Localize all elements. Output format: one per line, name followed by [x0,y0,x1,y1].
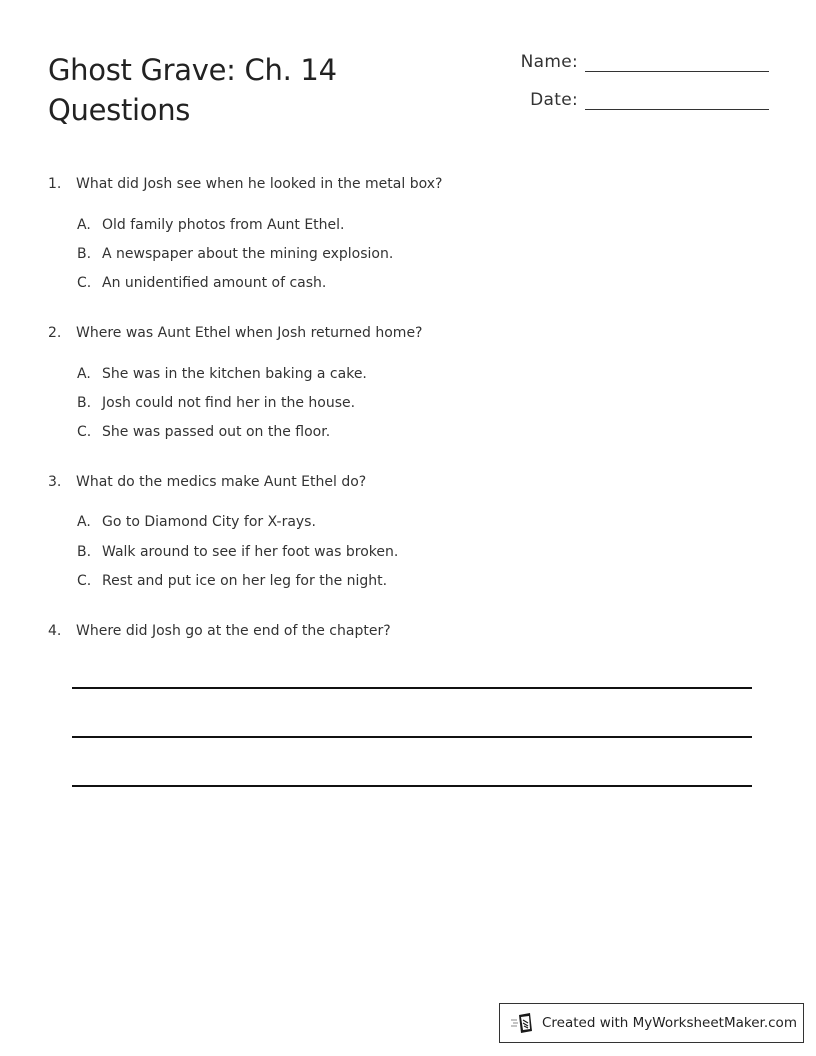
question-3-option-c [77,573,387,589]
option-text: Josh could not find her in the house. [102,395,356,411]
option-letter: C. [77,573,92,589]
option-text: A newspaper about the mining explosion. [102,246,394,262]
question-number: 1. [48,176,62,192]
question-1-option-c [77,275,326,291]
question-3-option-a [77,514,316,530]
question-1 [48,176,442,192]
option-letter: B. [77,544,92,560]
question-1-option-b [77,246,393,262]
question-number: 4. [48,623,62,639]
question-text: What did Josh see when he looked in the metal box? [76,176,443,192]
question-2-option-c [77,424,330,440]
option-text: Go to Diamond City for X-rays. [102,514,316,530]
answer-line-1[interactable] [72,687,752,689]
option-letter: C. [77,275,92,291]
date-input-line[interactable] [585,91,769,110]
question-2-option-a [77,366,367,382]
page-title: Ghost Grave: Ch. 14 Questions [48,53,337,127]
footer-text: Created with MyWorksheetMaker.com [542,1015,797,1031]
option-letter: A. [77,366,91,382]
option-text: An unidentified amount of cash. [102,275,327,291]
question-number: 2. [48,325,62,341]
option-text: She was passed out on the floor. [102,424,331,440]
option-letter: A. [77,514,91,530]
option-text: Old family photos from Aunt Ethel. [102,217,345,233]
question-2-option-b [77,395,355,411]
answer-line-2[interactable] [72,736,752,738]
option-letter: A. [77,217,91,233]
question-3-option-b [77,544,398,560]
question-4 [48,623,391,639]
question-3 [48,474,366,490]
option-text: Walk around to see if her foot was broken. [102,544,399,560]
option-text: She was in the kitchen baking a cake. [102,366,367,382]
name-input-line[interactable] [585,53,769,72]
name-field[interactable] [498,52,769,72]
date-field[interactable] [498,90,769,110]
answer-line-3[interactable] [72,785,752,787]
worksheet-maker-logo-icon [510,1012,536,1034]
date-label: Date: [530,90,578,110]
name-label: Name: [520,52,578,72]
footer-badge[interactable] [499,1003,804,1043]
question-1-option-a [77,217,344,233]
option-text: Rest and put ice on her leg for the night. [102,573,388,589]
question-text: Where was Aunt Ethel when Josh returned home? [76,325,423,341]
question-text: Where did Josh go at the end of the chapter? [76,623,391,639]
question-2 [48,325,423,341]
option-letter: B. [77,395,92,411]
question-text: What do the medics make Aunt Ethel do? [76,474,367,490]
question-number: 3. [48,474,62,490]
option-letter: C. [77,424,92,440]
option-letter: B. [77,246,92,262]
